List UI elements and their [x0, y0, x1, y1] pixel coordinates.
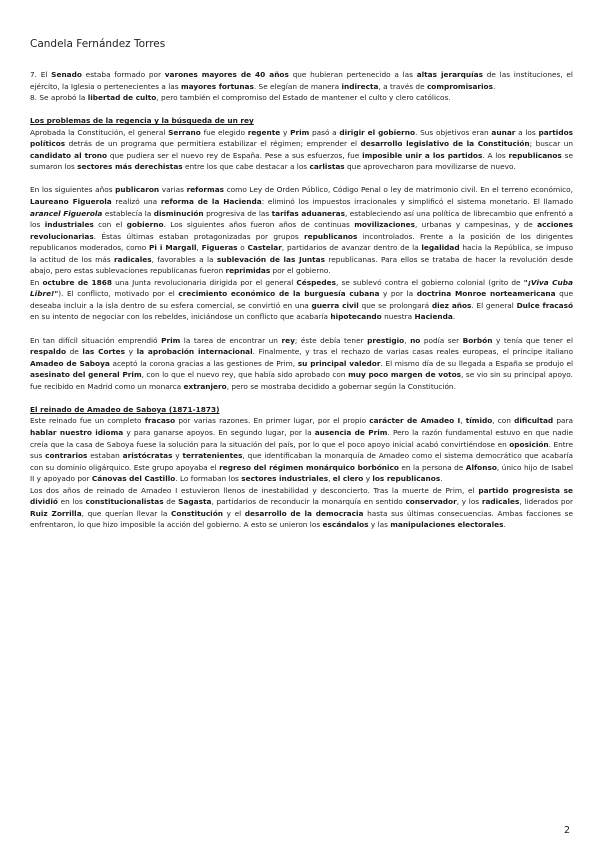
- bold-text: rey: [281, 335, 295, 345]
- text-run: , se sublevó contra el gobierno colonial (grito de: [336, 277, 524, 287]
- text-run: incontrolados. Frente a la posición de los dirigentes republicanos moderados, como: [30, 231, 573, 253]
- text-run: que aprovecharon para movilizarse de nuevo.: [344, 162, 516, 172]
- bold-text: el clero: [332, 474, 364, 484]
- paragraph: [30, 92, 573, 104]
- bold-text: Prim: [161, 335, 181, 345]
- text-run: en los: [57, 497, 86, 507]
- text-run: que deseaba incluir a la isla dentro de su esfera comercial, se convirtió en una: [30, 289, 574, 310]
- bold-text: carlistas: [309, 162, 345, 172]
- bold-text: disminución: [153, 208, 204, 218]
- text-run: y para ganarse apoyos. En segundo lugar, por la: [123, 427, 315, 437]
- text-run: por varias razones. En primer lugar, por el propio: [175, 416, 370, 426]
- bold-text: aristócratas: [122, 451, 173, 461]
- bold-text: sublevación de las Juntas: [216, 254, 325, 264]
- text-run: para: [553, 416, 574, 426]
- text-run: ). El conflicto, motivado por el: [58, 289, 179, 299]
- text-run: En: [30, 277, 43, 287]
- bold-text: hablar nuestro idioma: [30, 427, 124, 437]
- text-run: aceptó la corona gracias a las gestiones de Prim,: [109, 358, 298, 368]
- paragraph-gap: [30, 173, 573, 185]
- paragraph-gap: [30, 104, 573, 116]
- text-run: .: [452, 312, 456, 322]
- bold-text: ausencia de Prim: [314, 427, 388, 437]
- text-run: nuestra: [381, 312, 415, 322]
- bold-text: arancel Figuerola: [30, 208, 103, 218]
- bold-text: prestigio: [367, 335, 405, 345]
- text-run: una Junta revolucionaria dirigida por el general: [111, 277, 297, 287]
- text-run: y: [363, 474, 373, 484]
- bold-text: Constitución: [171, 508, 223, 518]
- text-run: detrás de un programa que permitiera estabilizar el régimen; emprender el: [65, 139, 361, 149]
- text-run: fue elegido: [200, 127, 248, 137]
- bold-text: Cánovas del Castillo: [91, 474, 176, 484]
- text-run: estaba formado por: [81, 70, 165, 79]
- text-run: . Entre sus: [30, 439, 573, 461]
- text-run: .: [503, 520, 506, 530]
- text-run: , favorables a la: [151, 254, 217, 264]
- bold-text: Dulce: [516, 300, 540, 310]
- text-run: , estableciendo así una política de librecambio que enfrentó a los: [30, 208, 573, 230]
- text-run: Aprobada la Constitución, el general: [30, 127, 169, 137]
- bold-text: muy poco margen de votos: [348, 370, 462, 380]
- text-run: entre los que cabe destacar a los: [182, 162, 310, 172]
- bold-text: fracasó: [542, 300, 573, 310]
- text-run: . Éstas últimas estaban protagonizadas por grupos: [93, 231, 305, 241]
- text-run: ,: [404, 335, 411, 345]
- bold-text: publicaron: [115, 185, 160, 195]
- text-run: varias: [159, 185, 187, 195]
- text-run: . Lo formaban los: [175, 474, 242, 484]
- text-run: . Sus objetivos eran: [415, 127, 492, 137]
- text-run: En tan difícil situación emprendió: [30, 335, 162, 345]
- text-run: se sumaron los: [30, 150, 573, 172]
- text-run: podía ser: [420, 335, 463, 345]
- bold-text: hipotecando: [330, 312, 382, 322]
- text-run: . El mismo día de su llegada a España se produjo el: [380, 358, 574, 368]
- text-run: y las: [368, 520, 391, 530]
- bold-text: industriales: [44, 220, 94, 230]
- text-run: en su intento de negociar con los rebeldes, iniciándose un conflicto que acabaría: [30, 312, 331, 322]
- text-run: pasó a: [309, 127, 340, 137]
- bold-text: Sagasta: [178, 497, 212, 507]
- bold-text: Figueras: [201, 243, 238, 253]
- bold-text: Senado: [51, 70, 82, 79]
- bold-text: "¡Viva Cuba Libre!": [30, 277, 573, 299]
- bold-text: candidato al trono: [30, 150, 108, 160]
- text-run: , pero se mostraba decidido a gobernar según la Constitución.: [226, 381, 456, 391]
- bold-text: altas jerarquías: [416, 70, 484, 79]
- text-run: , pero también el compromiso del Estado de mantener el culto y clero católicos.: [156, 93, 451, 103]
- bold-text: dirigir el gobierno: [339, 127, 416, 137]
- bold-text: se dividió: [30, 485, 574, 507]
- text-run: o: [237, 243, 248, 253]
- text-run: que se prolongará: [358, 300, 432, 310]
- bold-text: tarifas aduaneras: [271, 208, 345, 218]
- text-run: como Ley de Orden Público, Código Penal o ley de matrimonio civil. En el terreno económico,: [224, 185, 573, 195]
- text-run: estaban: [87, 451, 123, 461]
- header-author: Candela Fernández Torres: [30, 38, 166, 50]
- bold-text: desarrollo: [244, 508, 287, 518]
- bold-text: tímido: [465, 416, 493, 426]
- bold-text: republicanos: [304, 231, 358, 241]
- text-run: de: [66, 347, 83, 357]
- text-run: , que identificaban la monarquía de Amadeo como el sistema democrático que acabaría con su dominio oligárquico. Este grupo apoyaba el: [30, 451, 573, 472]
- text-run: . Los siguientes años fueron años de continuas: [163, 220, 355, 230]
- text-run: progresiva de las: [203, 208, 272, 218]
- bold-text: octubre de 1868: [42, 277, 112, 287]
- text-run: la tarea de encontrar un: [180, 335, 282, 345]
- text-run: . El general: [471, 300, 517, 310]
- text-run: . Se elegían de manera: [253, 81, 342, 91]
- bold-text: partido progresista: [478, 485, 560, 495]
- text-run: Los dos años de reinado de Amadeo I estuvieron llenos de inestabilidad y desconcierto. Tras la muerte de Prim, el: [30, 485, 479, 495]
- bold-text: Hacienda: [414, 312, 453, 322]
- paragraph: [30, 335, 573, 393]
- page-number: 2: [563, 825, 570, 836]
- text-run: que hubieran pertenecido a las: [288, 70, 417, 79]
- bold-text: legalidad: [421, 243, 460, 253]
- text-run: . A los: [482, 150, 509, 160]
- text-run: hasta sus últimas consecuencias. Ambas facciones se enfrentaron, lo que hizo imposible la acción del gobierno. A esto se unieron los: [30, 508, 573, 530]
- paragraph: [30, 277, 573, 323]
- section-title: [30, 115, 573, 127]
- text-run: ; éste debía tener: [294, 335, 368, 345]
- bold-text: los republicanos: [372, 474, 441, 484]
- bold-text: mayores fortunas: [180, 81, 254, 91]
- bold-text: constitucionalistas: [85, 497, 164, 507]
- bold-text: asesinato del general Prim: [30, 370, 142, 380]
- text-run: .: [440, 474, 443, 484]
- text-run: .: [492, 81, 496, 91]
- text-run: El reinado de Amadeo de Saboya (1871-1873): [30, 404, 220, 414]
- text-run: 8. Se aprobó la: [30, 93, 88, 103]
- text-run: realizó una: [111, 197, 161, 207]
- text-run: con el: [93, 220, 127, 230]
- text-run: establecía la: [102, 208, 154, 218]
- bold-text: radicales: [114, 254, 152, 264]
- bold-text: compromisarios: [426, 81, 493, 91]
- text-run: Los problemas de la regencia y la búsqueda de un rey: [30, 116, 254, 126]
- text-run: y: [172, 451, 183, 461]
- bold-text: regente: [247, 127, 281, 137]
- text-run: . Pero la razón fundamental estuvo en que nadie creía que la casa de Saboya fuese la solución para la situación del país, por lo que el poco apoyo inicial acabó convirtiéndose en: [30, 427, 573, 449]
- bold-text: Serrano: [168, 127, 201, 137]
- text-run: republicanas. Para ellos se trataba de hacer la revolución desde abajo, pero estas sublevaciones republicanas fueron: [30, 254, 573, 276]
- paragraph: [30, 69, 573, 92]
- bold-text: respaldo: [30, 347, 67, 357]
- text-run: , se vio sin su principal apoyo. fue recibido en Madrid como un monarca: [30, 370, 573, 391]
- bold-text: sectores industriales: [241, 474, 329, 484]
- bold-text: reformas: [186, 185, 225, 195]
- bold-text: contrarios: [45, 451, 88, 461]
- text-run: de las instituciones, el ejército, la Iglesia o pertenecientes a las: [30, 70, 573, 91]
- text-run: En los siguientes años: [30, 185, 116, 195]
- document-body: [30, 69, 573, 531]
- bold-text: movilizaciones: [354, 220, 415, 230]
- bold-text: indirecta: [341, 81, 379, 91]
- bold-text: fracaso: [144, 416, 176, 426]
- bold-text: las Cortes: [82, 347, 126, 357]
- bold-text: crecimiento económico de la burguesía cubana: [178, 289, 380, 299]
- bold-text: regreso del régimen monárquico borbónico: [219, 462, 399, 472]
- bold-text: radicales: [481, 497, 520, 507]
- bold-text: acciones revolucionarias: [30, 220, 573, 241]
- text-run: , partidarios de avanzar dentro de la: [281, 243, 422, 253]
- bold-text: terratenientes: [182, 451, 243, 461]
- text-run: , único hijo de Isabel II y apoyado por: [30, 462, 574, 484]
- section-title: [30, 404, 573, 416]
- text-run: Este reinado fue un completo: [30, 416, 145, 426]
- text-run: , a través de: [378, 81, 427, 91]
- text-run: hacia la República, se impuso la actitud de los más: [30, 243, 573, 264]
- text-run: , liderados por: [519, 497, 574, 507]
- text-run: ,: [328, 474, 333, 484]
- bold-text: Pi i Margall: [149, 243, 197, 253]
- text-run: , urbanas y campesinas, y de: [414, 220, 538, 230]
- bold-text: Alfonso: [465, 462, 497, 472]
- bold-text: imposible unir a los partidos: [362, 150, 483, 160]
- bold-text: diez años: [431, 300, 472, 310]
- bold-text: doctrina Monroe norteamericana: [416, 289, 556, 299]
- bold-text: oposición: [509, 439, 549, 449]
- bold-text: manipulaciones electorales: [390, 520, 504, 530]
- text-run: que pudiera ser el nuevo rey de España. Pese a sus esfuerzos, fue: [107, 150, 363, 160]
- bold-text: carácter de Amadeo I: [369, 416, 461, 426]
- bold-text: Ruiz Zorrilla: [30, 508, 82, 518]
- bold-text: Céspedes: [296, 277, 337, 287]
- bold-text: dificultad: [514, 416, 554, 426]
- bold-text: aunar: [491, 127, 516, 137]
- bold-text: extranjero: [183, 381, 227, 391]
- bold-text: sectores más derechistas: [77, 162, 183, 172]
- text-run: y: [280, 127, 291, 137]
- text-run: 7. El: [30, 70, 52, 79]
- paragraph: [30, 127, 573, 173]
- text-run: ,: [460, 416, 466, 426]
- text-run: y por la: [379, 289, 417, 299]
- bold-text: su principal valedor: [297, 358, 381, 368]
- text-run: a los: [515, 127, 539, 137]
- bold-text: Castelar: [247, 243, 282, 253]
- bold-text: Borbón: [462, 335, 493, 345]
- bold-text: Amadeo de Saboya: [30, 358, 110, 368]
- text-run: de: [163, 497, 179, 507]
- bold-text: desarrollo legislativo de la Constitución: [360, 139, 530, 149]
- bold-text: republicanos: [508, 150, 562, 160]
- paragraph: [30, 485, 573, 531]
- bold-text: Prim: [290, 127, 310, 137]
- text-run: por el gobierno.: [270, 266, 331, 276]
- bold-text: conservador: [405, 497, 457, 507]
- text-run: , partidarios de reconducir la monarquía en sentido: [211, 497, 406, 507]
- paragraph: [30, 415, 573, 484]
- bold-text: no: [410, 335, 421, 345]
- paragraph-gap: [30, 392, 573, 404]
- text-run: y: [125, 347, 137, 357]
- bold-text: la aprobación internacional: [136, 347, 253, 357]
- text-run: , con: [492, 416, 515, 426]
- text-run: , con lo que el nuevo rey, que había sido aprobado con: [141, 370, 349, 380]
- text-run: en la persona de: [398, 462, 466, 472]
- text-run: . Finalmente, y tras el rechazo de varias casas reales europeas, el príncipe italiano: [252, 347, 574, 357]
- text-run: ; buscar un: [529, 139, 574, 149]
- bold-text: de la democracia: [290, 508, 364, 518]
- bold-text: libertad de culto: [87, 93, 157, 103]
- text-run: ,: [196, 243, 202, 253]
- bold-text: reforma de la Hacienda: [160, 197, 262, 207]
- bold-text: gobierno: [126, 220, 164, 230]
- bold-text: reprimidas: [225, 266, 271, 276]
- bold-text: escándalos: [322, 520, 369, 530]
- paragraph: [30, 184, 573, 276]
- text-run: y el: [222, 508, 245, 518]
- bold-text: partidos políticos: [30, 127, 573, 149]
- text-run: , que querían llevar la: [81, 508, 172, 518]
- text-run: : eliminó los impuestos irracionales y simplificó el sistema monetario. El llamado: [261, 197, 573, 207]
- text-run: y tenía que tener el: [492, 335, 573, 345]
- bold-text: Laureano Figuerola: [30, 197, 112, 207]
- bold-text: guerra civil: [311, 300, 359, 310]
- bold-text: varones mayores de 40 años: [164, 70, 289, 79]
- paragraph-gap: [30, 323, 573, 335]
- text-run: , y los: [456, 497, 482, 507]
